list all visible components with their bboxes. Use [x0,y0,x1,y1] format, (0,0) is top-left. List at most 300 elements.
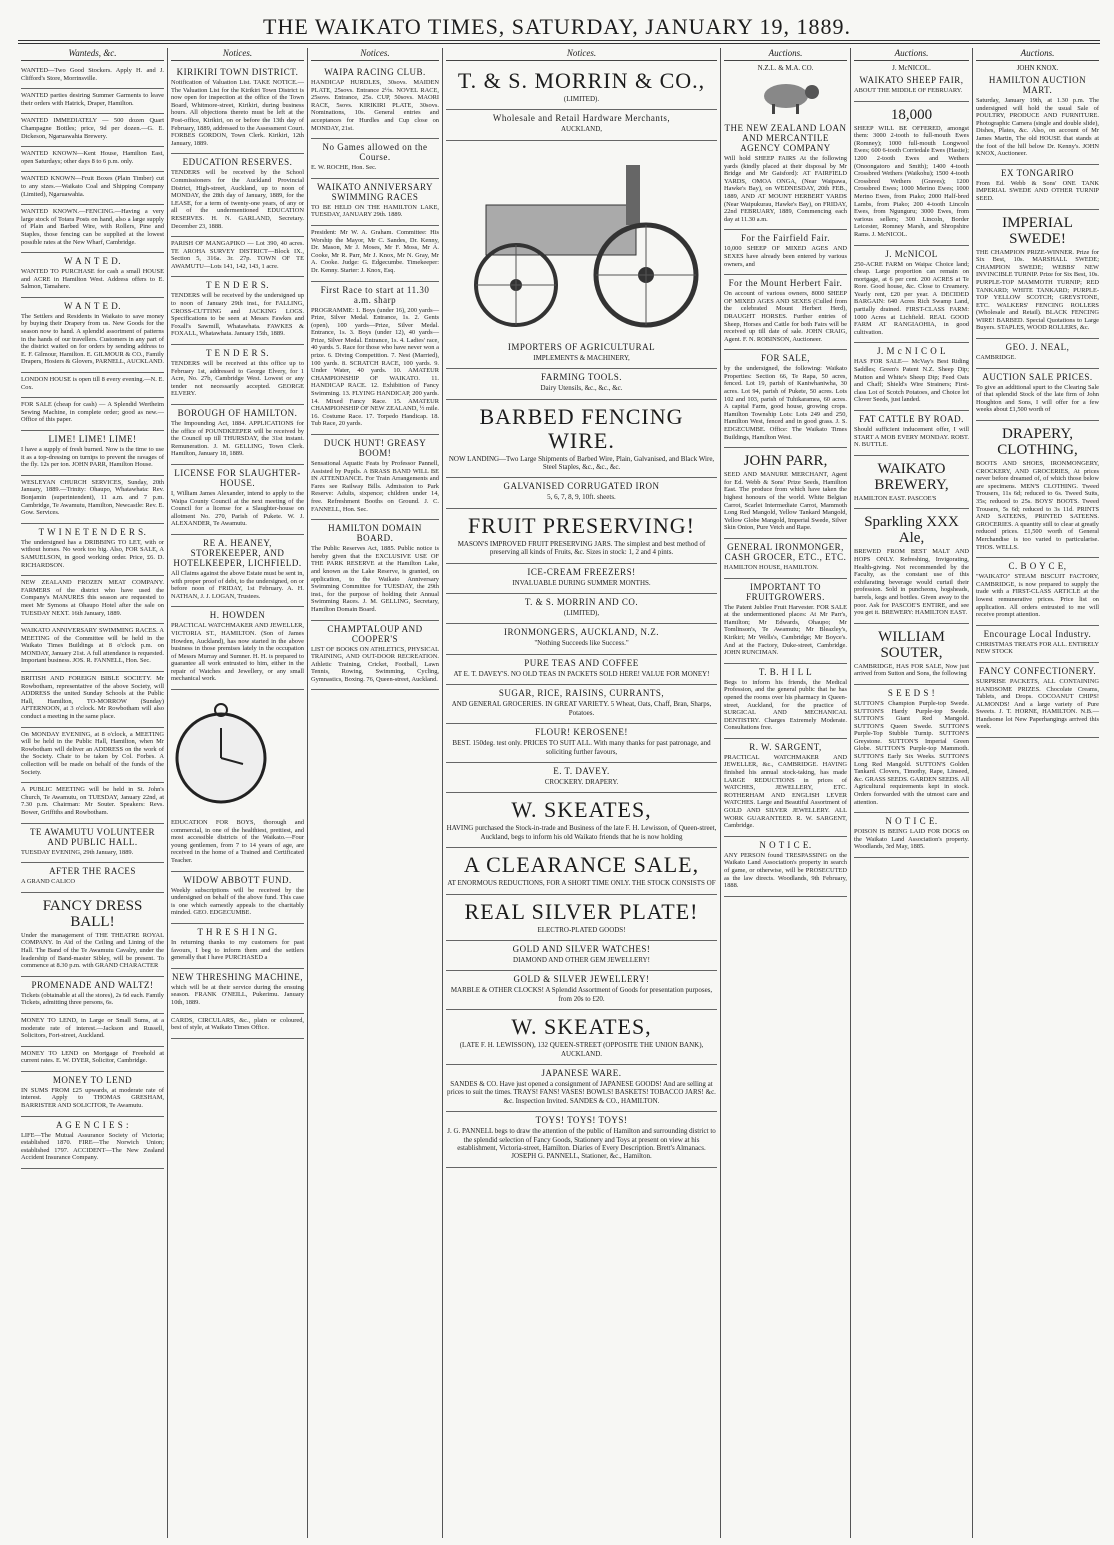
advertisement [171,872,304,924]
ad-body: BREWED FROM BEST MALT AND HOPS ONLY. Refreshing, Invigorating, Health-giving. Not recommended by the Faculty, as the constant use of this exhilarating beverage would curtail their profession. Sold in puncheons, hogsheads, barrels, kegs and bottles. Given away to the poor. Ask for PASCOE'S ENTIRE, and see you get it. BREWERY: HAMILTON EAST. [854,548,969,617]
ad-body: NOW LANDING—Two Large Shipments of Barbed Wire, Plain, Galvanised, and Black Wire, Steel Staples, &c., &c., &c. [448,454,715,472]
advertisement [21,1072,164,1117]
ad-body: Dairy Utensils, &c., &c., &c. [540,384,623,393]
advertisement [724,230,847,275]
advertisement [724,350,847,448]
advertisement [446,509,717,564]
ad-title: J. M c N I C O L [877,346,946,357]
ad-body: which will be at their service during the ensuing season. FRANK O'NEILL, Pukerimu. January 10th, 1889. [171,983,304,1006]
advertisement [21,114,164,147]
ad-body: PARISH OF MANGAPIKO — Lot 390, 40 acres. TE AROHA SURVEY DISTRICT—Block IX., Section 5, 316a. 3r. 27p. TOWN OF TE AWAMUTU—Lots 141, 142, 143, 1 acre. [171,240,304,270]
ad-body: WANTED TO PURCHASE for cash a small HOUSE and ACRE in Hamilton West. Address offers to E. Salmon, Tamahere. [21,268,164,291]
advertisement [21,172,164,205]
ad-body: WANTED KNOWN.—FENCING.—Having a very large stock of Totara Posts on hand, also a large supply of Plain and Barbed Wire, with Rollers, Pine and Staples, those fencing can be supplied at the lowest possible rates at the New Wharf, Cambridge. [21,208,164,246]
ad-title: C. B O Y C E, [1008,561,1067,572]
advertisement [171,969,304,1014]
advertisement [21,1014,164,1047]
ad-body: Weekly subscriptions will be received by the undersigned on behalf of the above fund. This case is one which earnestly appeals to the charitably minded. GEO. EDGECUMBE. [171,886,304,917]
ad-title: AFTER THE RACES [49,866,136,877]
ad-body: (LIMITED), [563,609,600,618]
ad-body: 250-ACRE FARM on Waipa: Choice land; cheap. Large proportion can remain on mortgage, at 6 per cent. 200 ACRES at Te Rore. Good house, &c. Close to Creamery. Yearly rent, £20 per year. A DECIDED BARGAIN: 640 Acres Rich Swamp Land, partially drained. FIRST-CLASS FARM: 1000 Acres at Lichfield. REAL GOOD FARM AT RANGIAOHIA, in good cultivation. [854,260,969,336]
ad-body: (LIMITED). [563,95,600,103]
ad-title: EDUCATION RESERVES. [182,157,293,168]
ad-title: PROMENADE AND WALTZ! [31,979,154,990]
ad-body: Tickets (obtainable at all the stores), 2s 6d each. Family Tickets, admitting three persons, 6s. [21,991,164,1007]
advertisement [976,626,1099,663]
ad-title: IRONMONGERS, AUCKLAND, N.Z. [503,627,659,638]
ad-body: WAIKATO ANNIVERSARY SWIMMING RACES. A MEETING of the Committee will be held in the Waikato Times Buildings at 8 o'clock p.m. on MONDAY, January 21st. A full attendance is requested. Important business. JOS. R. FANNELL, Hon. Sec. [21,627,164,665]
advertisement [976,210,1099,340]
ad-title: WAIPA RACING CLUB. [324,67,426,77]
advertisement [21,253,164,298]
ad-body: I have a supply of fresh burned. Now is the time to use it as a top-dressing on turnips to prevent the ravages of the fly. 12s per ton. JOHN PARR, Hamilton House. [21,446,164,469]
advertisement [446,941,717,971]
ad-title: No Games allowed on the Course. [322,142,428,163]
sheep-illustration [724,74,847,118]
advertisement [724,837,847,897]
masthead-rule-top [18,40,1100,41]
advertisement [171,816,304,872]
advertisement [21,64,164,89]
advertisement [446,594,717,624]
advertisement [311,435,439,520]
ad-body: MASON'S IMPROVED FRUIT PRESERVING JARS. The simplest and best method of preserving all kinds of Fruits, &c. Sizes in stock: 1, 2 and 4 pints. [457,539,706,557]
ad-body: All Claims against the above Estate must be sent in, with proper proof of debt, to the undersigned, on or before noon of FRIDAY, 1st February. A. H. NATHAN, J. J. LOGAN, Trustees. [171,569,304,600]
ad-title: TOYS! TOYS! TOYS! [535,1115,628,1126]
ad-body: SEED AND MANURE MERCHANT, Agent for Ed. Webb & Sons' Prize Seeds, Hamilton East. The produce from which have taken the highest honours of the world. White Belgian Carrot, Scarlet Intermediate Carrot, Mammoth Long Red Mangold, Yellow Tankard Mangold, Yellow Globe Mangold, Imperial Swede, Silver Skin Onion, Pure Vetch and Rape. [724,471,847,532]
ad-title: FANCY DRESS BALL! [42,897,143,930]
advertisement [446,724,717,763]
advertisement [21,672,164,728]
advertisement [21,576,164,624]
ad-body: AT E. T. DAVEY'S. NO OLD TEAS IN PACKETS SOLD HERE! VALUE FOR MONEY! [453,669,710,678]
ad-title: NEW THRESHING MACHINE, [172,971,303,982]
ad-title: CHAMPTALOUP AND COOPER'S [327,623,423,644]
ad-body: INVALUABLE DURING SUMMER MONTHS. [512,578,651,587]
ad-title: FRUIT PRESERVING! [468,512,695,538]
column-header: Notices. [311,48,439,61]
ad-body: The Settlers and Residents in Waikato to save money by buying their Drapery from us. New Goods for the season now to hand. A splendid assortment of patterns in the hands of our travellers. Customers in any part of the district waited on for orders by sending address to E. F. Gilmour, Hamilton. E. GILMOUR & CO., Family Drapers, Hosiers & Glovers, PARNELL, AUCKLAND. [21,312,165,366]
ad-body: The Impounding Act, 1884. APPLICATIONS for the office of POUNDKEEPER will be received by the Council up till THURSDAY, the 31st instant. Remuneration. J. M. GELLING, Town Clerk. Hamilton, January 18, 1889. [171,420,304,458]
advertisement [171,924,304,969]
ad-title: Encourage Local Industry. [983,628,1092,639]
ad-body: SUTTON'S Champion Purple-top Swede. SUTTON'S Hardy Purple-top Swede. SUTTON'S Giant Red Mangold. SUTTON'S Queen Swede. SUTTON'S Purple-Top Stubble Turnip. SUTTON'S Greystone. SUTTON'S Imperial Green Globe. SUTTON'S Purple-top Mammoth. SUTTON'S Early Six Weeks. SUTTON'S Long Red Mangold. SUTTON'S Golden Tankard. Clovers, Timothy, Rape, Linseed, &c. GRASS SEEDS. GARDEN SEEDS. All Agricultural requirements kept in stock. Orders forwarded with the utmost care and attention. [854,699,969,806]
ad-title: RE A. HEANEY, STOREKEEPER, AND HOTELKEEPER, LICHFIELD. [173,537,302,568]
ad-title: W A N T E D. [63,300,121,311]
ad-body: LIFE—The Mutual Assurance Society of Victoria; established 1870. FIRE—The Norwich Union; established 1797. ACCIDENT—The New Zealand Accident Insurance Company. [21,1131,164,1162]
advertisement [446,1010,717,1065]
ad-stack [976,72,1099,738]
ad-body: IN SUMS FROM £25 upwards, at moderate rate of interest. Apply to THOMAS GRESHAM, BARRISTER AND SOLICITOR, Te Awamutu. [21,1086,164,1110]
advertisement [171,607,304,690]
sub-header: N.Z.L. & M.A. CO. [757,64,814,72]
advertisement [21,977,164,1014]
ad-body: J. G. PANNELL begs to draw the attention of the public of Hamilton and surrounding district to the splendid selection of Fancy Goods, Stationery and Toys at present on view at his establishment, Victoria-street, Hamilton. Diaries of Every Description. Brett's Almanacs. JOSEPH G. PANNELL, Stationer, &c., Hamilton. [447,1127,716,1161]
ad-body: MONEY TO LEND, in Large or Small Sums, at a moderate rate of interest.—Jackson and Russell, Solicitors, Fort-street, Auckland. [21,1016,164,1040]
ad-title: WAIKATO BREWERY, [874,460,949,493]
ad-body: (LATE F. H. LEWISSON), 132 QUEEN-STREET (OPPOSITE THE UNION BANK), AUCKLAND. [459,1041,704,1058]
advertisement [21,1117,164,1169]
advertisement [854,411,969,456]
ad-body: HAMILTON HOUSE, HAMILTON. [724,563,819,571]
ad-body: TENDERS will be received by the undersigned up to noon of January 29th inst., for FALLING, CROSS-CUTTING and JACKING LOGS. Specifications to be seen at Messrs Fawkes and Foxall's Sawmill, Whatawhata. FAWKES & FOXALL, Whatawhata. January 15th, 1889. [171,292,304,338]
advertisement [724,664,847,739]
ad-title: TE AWAMUTU VOLUNTEER AND PUBLIC HALL. [29,826,156,847]
ad-body: BEST. 150deg. test only. PRICES TO SUIT ALL. With many thanks for past patronage, and soliciting further favours, [452,739,711,756]
ad-body: CARDS, CIRCULARS, &c., plain or coloured, best of style, at Waikato Times Office. [171,1016,304,1032]
advertisement [21,893,164,977]
ad-body: TUESDAY EVENING, 29th January, 1889. [21,848,134,856]
ad-title: J. McNICOL [885,248,938,259]
advertisement [171,1014,304,1039]
advertisement [446,763,717,793]
advertisement [724,539,847,579]
ad-title: BARBED FENCING WIRE. [479,403,684,453]
ad-title: W. SKEATES, [511,797,652,823]
ad-body: Saturday, January 19th, at 1.30 p.m. The undersigned will hold the usual Sale of POULTRY, PRODUCE AND FURNITURE. Photographic Camera (single and double slide), Dishes, Plates, &c. Also, on account of Mr James Martin, The old HOUSE that stands at the foot of the hill below Dr. Kenny's. JOHN KNOX, Auctioneer. [976,97,1099,158]
ad-stack [724,120,847,897]
advertisement [854,343,969,411]
column-wanteds [18,48,168,1538]
ad-title: T E N D E R S. [205,348,270,359]
ad-body: From Ed. Webb & Sons' ONE TANK IMPERIAL SWEDE AND OTHER TURNIP SEED. [976,179,1099,202]
ad-body: CAMBRIDGE, HAS FOR SALE, Now just arrived from Sutton and Sons, the following [854,662,969,678]
ad-body: WANTED parties desiring Summer Garments to leave their orders with Hatrick, Draper, Hamilton. [21,92,164,107]
advertisement [21,783,164,823]
ad-body: WANTED KNOWN—Kent House, Hamilton East, open Saturdays; other days 8 to 6 p.m. only. [21,150,164,165]
ad-title: IMPORTERS OF AGRICULTURAL [507,341,656,352]
ad-body: HAS FOR SALE— McVay's Best Riding Saddles; Green's Patent N.Z. Sheep Dip; Mutton and White's Sheep Dip; Feed Oats and Chaff; Shield's Wire Strainers; First-class Lot of Scotch Potatoes, and Choice lot Clover Seeds, just landed. [854,358,969,404]
advertisement [171,64,304,154]
advertisement [976,663,1099,738]
advertisement [171,465,304,535]
ad-body: DIAMOND AND OTHER GEM JEWELLERY! [513,955,650,964]
ad-title: DUCK HUNT! GREASY BOOM! [323,438,427,458]
column-header: Auctions. [976,48,1099,61]
ad-title: REAL SILVER PLATE! [464,898,699,924]
masthead-rule-bottom [18,43,1100,44]
ad-title: A G E N C I E S : [55,1119,129,1130]
advertisement [724,120,847,230]
advertisement [976,165,1099,210]
column-notices-1 [168,48,308,1538]
advertisement [171,345,304,405]
ad-title: T E N D E R S. [205,280,270,291]
ad-title: JAPANESE WARE. [541,1067,622,1078]
ad-title: GEO. J. NEAL, [1005,342,1070,353]
ad-title: HAMILTON DOMAIN BOARD. [328,523,422,544]
advertisement [854,813,969,858]
advertisement [21,524,164,576]
ad-body: 5, 6, 7, 8, 9, 10ft. sheets. [547,493,616,502]
ad-title: S E E D S ! [887,687,936,698]
ad-body: MONEY TO LEND on Mortgage of Freehold at current rates. E. W. DYER, Solicitor, Cambridge. [21,1049,164,1065]
advertisement [446,1112,717,1168]
ad-title: 18,000 [890,106,933,123]
traction-engine-engraving [446,145,717,335]
ad-body: On MONDAY EVENING, at 8 o'clock, a MEETING will be held in the Public Hall, Hamilton, when Mr Rowbotham will deliver an ADDRESS on the work of the Society. Chair to be taken by Col. Forbes. A collection will be made on behalf of the funds of the Society. [21,730,164,776]
column-header: Wanteds, &c. [21,48,164,61]
ad-title: For the Fairfield Fair. [741,233,830,244]
advertisement [311,179,439,226]
ad-body: LIST OF BOOKS ON ATHLETICS, PHYSICAL TRAINING, AND OUT-DOOR RECREATION. Athletic Training, Cricket, Football, Lawn Tennis, Rowing, Swimming, Cycling, Gymnastics, Boxing. 76, Queen-street, Auckland. [311,645,439,683]
ad-body: FOR SALE (cheap for cash) — A Splendid Wertheim Sewing Machine, in complete order; good as new.—Office of this paper. [21,401,164,424]
ad-body: MARBLE & OTHER CLOCKS! A Splendid Assortment of Goods for presentation purposes, from 20s to £20. [450,986,713,1003]
ad-body: E. W. ROCHE, Hon. Sec. [311,164,377,172]
ad-title: HAMILTON AUCTION MART. [988,75,1087,95]
ad-title: SUGAR, RICE, RAISINS, CURRANTS, [498,688,665,699]
ad-body: A GRAND CALICO [21,878,75,886]
pocket-watch-illustration [171,694,304,812]
advertisement [446,793,717,848]
ad-body: WANTED KNOWN—Fruit Boxes (Plain Timber) cut to any sizes.—Waikato Coal and Shipping Company (Limited), Ngaruawahia. [21,175,164,198]
column-header: Notices. [171,48,304,61]
advertisement [724,448,847,539]
advertisement [171,154,304,237]
ad-body: CHRISTMAS TREATS FOR ALL. ENTIRELY NEW STOCK [976,640,1099,656]
column-notices-2 [308,48,443,1538]
advertisement [976,369,1099,421]
advertisement [171,277,304,345]
ad-body: WANTED—Two Good Stockers. Apply H. and J. Clifford's Store, Morrinsville. [21,67,164,82]
advertisement [976,339,1099,369]
ad-title: E. T. DAVEY. [553,765,610,776]
ad-title: For the Mount Herbert Fair. [728,278,843,289]
ad-title: W. SKEATES, [511,1014,652,1040]
ad-title: W A N T E D. [63,256,121,267]
ad-title: THE NEW ZEALAND LOAN AND MERCANTILE AGENCY COMPANY [724,123,847,153]
advertisement [446,971,717,1010]
ad-body: 10,000 SHEEP OF MIXED AGES AND SEXES have already been entered by various owners, and [724,245,847,268]
ad-title: EX TONGARIRO [1001,167,1074,178]
ad-title: Sparkling XXX Ale, [864,514,959,547]
ad-body: Notification of Valuation List. TAKE NOTICE.—The Valuation List for the Kirikiri Town District is now open for inspection at the office of the Town Board, Whitmore-street, Kirikiri, during business hours. All objections thereto must be left at the Post-office, Kirikiri, on or before the 13th day of February, 1889, addressed to the Assessment Court. FORBES GORDON, Town Clerk. Kirikiri, 12th January, 1889. [171,79,304,147]
ad-body: by the undersigned, the following: Waikato Properties: Section 66, Te Rapa, 50 acres, fenced. Lot 19, parish of Kaniwhaniwha, 30 acres. Lot 94, parish of Pukete, 50 acres. Lots 102 and 103, parish of Tuhikaramea, 60 acres. A capital Farm, good house, growing crops. Hamilton Township Lots: Lots 249 and 250, Hamilton West, fenced and in good grass. J. S. EDGECUMBE. Office: The Waikato Times Buildings, Hamilton West. [724,365,847,441]
ad-body: "Nothing Succeeds like Success." [534,639,629,648]
ad-body: ABOUT THE MIDDLE OF FEBRUARY. [854,87,963,94]
ad-body: PRACTICAL WATCHMAKER AND JEWELLER, VICTORIA ST., HAMILTON. (Son of James Howden, Auckland), has now started in the above business in those premises lately in the occupation of Messrs Murray and Sumner. H. H. is prepared to guarantee all work entrusted to him, either in the repair of Watches and Jewellery, or any small mechanical work. [171,622,304,683]
advertisement [171,405,304,465]
advertisement [446,685,717,724]
ad-title: ICE-CREAM FREEZERS! [527,566,636,577]
ad-body: PROGRAMME: 1. Boys (under 16), 200 yards—Prize, Silver Medal. Entrance, 1s. 2. Gents (open), 100 yards—Prize, Silver Medal. Entrance, 1s. 3. Boys (under 12), 40 yards—Prize, Silver Medal. Entrance, 1s. 4. Ladies' race, 40 yards. 5. Race for those who have never won a prize. 6. Diving Competition. 7. Nest (Married), 100 yards. 8. SCRATCH RACE, 100 yards. 9. Under Water, 40 yards. 10. AMATEUR CHAMPIONSHIP OF WAIKATO. 11. HANDICAP RACE. 12. Exhibition of Fancy Swimming. 13. FLYING HANDICAP, 200 yards. 14. Mixed Fancy Race. 15. AMATEUR CHAMPIONSHIP OF NEW ZEALAND, ½ mile. 16. Costume Race. 17. Torpedo Handicap. 18. Tub Race, 20 yards. [311,306,439,428]
ad-body: PRACTICAL WATCHMAKER AND JEWELLER, &c., CAMBRIDGE. HAVING finished his annual stock-taking, has made LARGE REDUCTIONS in prices of WATCHES, JEWELLERY, ETC. ROTHERHAM AND ENGLISH LEVER WATCHES. Large and Beautiful Assortment of GOLD AND SILVER JEWELLERY. ALL WORK GUARANTEED. R. W. SARGENT, Cambridge. [724,753,847,830]
advertisement [446,369,717,399]
ad-title: LIME! LIME! LIME! [48,434,137,444]
ad-body: WESLEYAN CHURCH SERVICES, Sunday, 20th January, 1889.—Trinity: Ohaupo, Whatawhata: Rev. Bonjamin (superintendent), 11 a.m. and 7 p.m. Cambridge, Te Awamutu, Hamilton, Newcastle: Rev. E. Gow. Services. [21,478,164,517]
ad-title: T. & S. MORRIN & CO., [457,68,706,93]
advertisement [446,1065,717,1112]
advertisement [854,685,969,813]
ad-body: The Patent Jubilee Fruit Harvester. FOR SALE at the undermentioned places: At Mr Parr's, Hamilton; Mr Edwards, Ohaupo; Mr Tomlinson's, Te Awamutu; Mr Bleazley's, Kirikiri; Mr Wells's, Cambridge; Mr Boyce's. And at the Factory, Duke-street, Cambridge. JOHN RUNCIMAN. [724,603,847,657]
ad-body: CAMBRIDGE. [976,354,1016,362]
advertisement [724,739,847,837]
ad-title: JOHN PARR, [743,453,828,470]
ad-stack [446,64,717,1168]
ad-body: I, William James Alexander, intend to apply to the Waipa County Council at the next meeting of the Council for a license for a Slaughter-house on allotment No. 270, Parish of Pukete. W. J. ALEXANDER, Te Awamutu. [171,489,304,528]
ad-title: WAIKATO SHEEP FAIR, [859,75,964,85]
columns [18,48,1102,1538]
ad-body: TENDERS will be received by the School Commissioners for the Auckland Provincial District, High-street, Auckland, up to noon of MONDAY, the 28th day of January, 1889, for the LEASE, for a term of twenty-one years, of any or all of the undermentioned EDUCATION RESERVES. H. N. GARLAND, Secretary. December 23, 1888. [171,169,304,230]
ad-body: HAMILTON EAST. PASCOE'S [854,494,937,502]
advertisement [311,64,439,139]
advertisement [854,509,969,623]
advertisement [446,624,717,654]
ad-title: FLOUR! KEROSENE! [535,727,628,738]
advertisement [854,102,969,246]
ad-stack [854,72,969,858]
ad-body: HAVING purchased the Stock-in-trade and Business of the late F. H. Lewisson, of Queen-street, Auckland, begs to inform his old Waikato friends that he is now holding [446,824,717,841]
column-header: Auctions. [854,48,969,61]
ad-body: The undersigned has a DRIBBING TO LET, with or without horses. No work too big. Also, FOR SALE, A SAMUELSON, in good working order. Price, £6. D. RICHARDSON. [21,538,164,569]
ad-title: AUCTION SALE PRICES. [982,371,1093,382]
ad-body: IMPLEMENTS & MACHINERY, [533,353,630,362]
advertisement [171,237,304,277]
ad-body: Begs to inform his friends, the Medical Profession, and the general public that he has opened the rooms over his pharmacy in Queen-street, Auckland, for the practice of SURGICAL AND MECHANICAL DENTISTRY. Charges Extremely Moderate. Consultations free. [724,678,847,732]
ad-body: ANY PERSON found TRESPASSING on the Waikato Land Association's property in search of game, or otherwise, will be PROSECUTED as the law directs. Woodlands, 9th February, 1888. [724,851,847,890]
ad-title: KIRIKIRI TOWN DISTRICT. [176,67,299,77]
advertisement [311,520,439,620]
masthead: THE WAIKATO TIMES, SATURDAY, JANUARY 19, 1889. [263,14,851,39]
advertisement [21,205,164,253]
column-header: Notices. [446,48,717,61]
ad-stack [171,64,304,1039]
ad-title: T. & S. MORRIN AND CO. [524,597,639,608]
advertisement [446,564,717,594]
advertisement [446,400,717,479]
sub-header: J. McNICOL. [892,64,931,72]
ad-title: FAT CATTLE BY ROAD. [859,414,964,424]
advertisement [21,398,164,431]
ad-title: GENERAL IRONMONGER, CASH GROCER, ETC., ETC. [724,541,847,562]
ad-title: WAIKATO ANNIVERSARY SWIMMING RACES [316,181,434,202]
column-auctions-2 [851,48,973,1538]
advertisement [311,621,439,691]
advertisement [21,89,164,114]
ad-body: EDUCATION FOR BOYS, thorough and commercial, in one of the healthiest, prettiest, and most accessible districts of the Waikato.—Four young gentlemen, from 7 to 14 years of age, are received in the home of a Trained and Certificated Teacher. [171,819,304,865]
ad-stack [311,64,439,690]
advertisement [21,863,164,893]
advertisement [21,624,164,672]
ad-title: PURE TEAS AND COFFEE [524,657,639,668]
ad-title: A CLEARANCE SALE, [463,852,700,878]
advertisement [854,72,969,102]
ad-body: WANTED IMMEDIATELY — 500 dozen Quart Champagne Bottles; price, 9d per dozen.—G. E. Dickeson, Ngaruawahia Brewery. [21,117,164,140]
advertisement [311,282,439,436]
advertisement [311,139,439,179]
ad-title: R. W. SARGENT, [749,741,822,752]
ad-body: ELECTRO-PLATED GOODS! [537,925,626,934]
advertisement [21,373,164,398]
advertisement [724,579,847,664]
ad-title: H. HOWDEN [209,610,266,621]
ad-body: In returning thanks to my customers for past favours, I beg to inform them and the settlers generally that I have PURCHASED a [171,939,304,962]
advertisement [446,339,717,369]
ad-body: BOOTS AND SHOES, IRONMONGERY, CROCKERY, AND GROCERIES, At prices never before dreamed of, of which those below are specimens. MEN'S CLOTHING. Tweed Trousers, 11s 6d; reduced to 6s. Tweed Suits, 35s; reduced to 25s. BOYS' BOOTS. Tweed Trousers, 5s 6d; reduced to 3s 11d. PRINTS AND SATEENS, PRINTED SATEENS. GROCERIES. A quantity still to clear at greatly reduced prices. £1,500 worth of General Merchandise is too varied to particularise. THOS. WELLS. [976,460,1099,551]
advertisement [976,72,1099,165]
ad-body: To give an additional spurt to the Clearing Sale of that splendid Stock of the late firm of John Houghton and Sons, I will offer for a few weeks about £1,500 worth of [976,383,1099,414]
ad-title: T W I N E T E N D E R S. [38,526,147,537]
ad-title: GOLD & SILVER JEWELLERY! [513,974,650,985]
ad-body: SANDES & CO. Have just opened a consignment of JAPANESE GOODS! And are selling at prices to suit the times. TRAYS! FANS! VASES! BOWLS! BASKETS! TOBACCO JARS! &c. &c. Inspection Invited. SANDES & CO., HAMILTON. [447,1079,716,1105]
ad-title: DRAPERY, CLOTHING, [997,426,1078,459]
ad-body: On account of various owners, 8000 SHEEP OF MIXED AGES AND SEXES (Culled from the celebrated Mount Herbert Herd), DRAUGHT HORSES. Further entries of Sheep, Horses and Cattle for both Fairs will be received up till date of sale. JOHN CRAIG, Agent. F. N. ROBINSON, Auctioneer. [724,290,847,343]
ad-body: NEW ZEALAND FROZEN MEAT COMPANY. FARMERS of the district who have used the Company's MANURES this season are requested to meet Mr Symons at Ohaupo Hotel after the sale on TUESDAY NEXT. 16th January, 1889. [21,579,164,617]
ad-body: AT ENORMOUS REDUCTIONS, FOR A SHORT TIME ONLY. THE STOCK CONSISTS OF [447,879,716,888]
ad-body: POISON IS BEING LAID FOR DOGS on the Waikato Land Association's property. Woodlands, 3rd May, 1885. [854,828,969,851]
advertisement [21,147,164,172]
ad-body: The Public Reserves Act, 1885. Public notice is hereby given that the EXCLUSIVE USE OF THE PARK RESERVE at the Hamilton Lake, and known as the Lake Reserve, is granted, on application, to the Waikato Anniversary Swimming Committee for TUESDAY, the 29th inst., for the purpose of holding their Annual Swimming Races. J. M. GELLING, Secretary, Hamilton Domain Board. [311,545,439,613]
ad-body: TENDERS will be received at this office up to February 1st, addressed to George Elvery, for 1 Acre, No. 27b, Cambridge West. Lowest or any tender not necessarily accepted. GEORGE ELVERY. [171,360,304,398]
ad-body: TO BE HELD ON THE HAMILTON LAKE, TUESDAY, JANUARY 29th. 1889. [311,203,439,219]
ad-title: IMPERIAL SWEDE! [1002,214,1073,247]
ad-title: GALVANISED CORRUGATED IRON [503,481,660,492]
ad-body: HANDICAP HURDLES, 30sovs. MAIDEN PLATE, 25sovs. Entrance 2½s. NOVEL RACE, 25sovs. Entrance, 25s. CUP, 50sovs. MAORI RACE, 5sovs. KIRIKIRI PLATE, 30sovs. Nominations, 10s. General entries and acceptances for Hurdles and Cup close on MONDAY, 21st. [311,79,439,132]
advertisement [21,476,164,524]
advertisement [446,655,717,685]
advertisement [446,478,717,508]
ad-title: Wholesale and Retail Hardware Merchants, [492,113,671,124]
ad-title: BOROUGH OF HAMILTON. [177,408,298,418]
ad-title: LICENSE FOR SLAUGHTER-HOUSE. [174,467,301,488]
ad-title: FOR SALE, [760,353,810,364]
ad-body: LONDON HOUSE is open till 8 every evening.—N. E. Cox. [21,376,164,391]
advertisement [854,624,969,685]
ad-title: IMPORTANT TO FRUITGROWERS. [746,581,825,602]
ad-title: T. B. H I L L [758,666,813,677]
ad-body: AND GENERAL GROCERIES. IN GREAT VARIETY. 5 Wheat, Oats, Chaff, Bran, Sharps, Potatoes. [451,700,712,717]
ad-body: Will hold SHEEP FAIRS At the following yards (kindly placed at their disposal by Mr Bridge and Mr Gaisford): AT FAIRFIELD YARDS, OMOA ONGA, (Near Waipawa, Hawke's Bay), on WEDNESDAY, 20th FEB., 1889, AND AT MOUNT HERBERT YARDS (Near Waipukurau, Hawke's Bay), on FRIDAY, 22nd FEBRUARY, 1889, Commencing each day at 11.30 a.m. [724,155,847,223]
ad-title: MONEY TO LEND [52,1074,133,1085]
advertisement [446,64,717,110]
column-notices-3 [443,48,721,1538]
advertisement [446,848,717,894]
column-auctions-1 [721,48,851,1538]
ad-body: CROCKERY. DRAPERY. [544,777,619,786]
advertisement [21,728,164,784]
ad-body: Sensational Aquatic Feats by Professor Pannell, Assisted by Pupils. A BRASS BAND WILL BE IN ATTENDANCE. For Train Arrangements and Fares see Railway Bills. Admission to Park Reserve: Adults, sixpence; children under 14, free. Refreshment Booths on Ground. J. C. FANNELL, Hon. Sec. [311,460,439,513]
column-header: Auctions. [724,48,847,61]
ad-title: GOLD AND SILVER WATCHES! [512,943,651,954]
column-auctions-3 [973,48,1102,1538]
sub-header: JOHN KNOX. [1016,64,1059,72]
ad-title: First Race to start at 11.30 a.m. sharp [320,284,430,305]
ad-body: AUCKLAND, [560,125,603,134]
advertisement [446,110,717,140]
ad-body: SURPRISE PACKETS, ALL CONTAINING HANDSOME PRIZES. Chocolate Creams, Tablets, and Drops. COCOANUT CHIPS! ALMONDS! And a large variety of Pure Sweets. J. T. HORNE, HAMILTON. N.B.—Handsome lot New Paperhangings arrived this week. [976,677,1099,731]
advertisement [21,1047,164,1072]
ad-body: A PUBLIC MEETING will be held in St. John's Church, Te Awamutu, on TUESDAY, January 22nd, at 7.30 p.m. Chairman: Mr Souter. Speakers: Revs. Bower, Griffiths and Rowbotham. [21,786,164,816]
ad-title: N O T I C E. [885,816,938,827]
advertisement [171,535,304,607]
ad-body: THE CHAMPION PRIZE-WINNER. Prize for Six Best, 10s. MARSHALL SWEDE; CHAMPION SWEDE; WEBBS' NEW INVINCIBLE TURNIP. Prize for Six Best, 10s. PURPLE-TOP MAMMOTH TURNIP; RED TANKARD; WHITE TANKARD; PURPLE-TOP YELLOW SCOTCH; GREYSTONE, ETC. WALKERS' FENCING ROLLERS (Wholesale and Retail). BLACK FENCING WIRE! BARBED. Special Quotations to Large Buyers. STAPLES, WOOD ROLLERS, &c. [976,248,1099,332]
ad-title: FANCY CONFECTIONERY. [978,665,1097,676]
advertisement [854,246,969,344]
advertisement [21,824,164,864]
ad-body: "WAIKATO" STEAM BISCUIT FACTORY, CAMBRIDGE, is now prepared to supply the trade with a FIRST-CLASS ARTICLE at the lowest remunerative prices. Price list on application. All orders entrusted to me will receive prompt attention. [976,573,1099,619]
ad-title: WIDOW ABBOTT FUND. [183,874,292,885]
ad-title: FARMING TOOLS. [540,372,622,383]
advertisement [976,421,1099,558]
advertisement [21,298,164,373]
advertisement [311,226,439,282]
ad-title: N O T I C E. [759,839,812,850]
ad-body: Under the management of THE THEATRE ROYAL COMPANY. In Aid of the Ceiling and Lining of the Hall. The Band of the Te Awamutu Cavalry, under the leadership of Band-master Sibley, will be present. To commence at 8.30 p.m. with GRAND CHARACTER [21,931,164,970]
ad-body: SHEEP WILL BE OFFERED, amongst them: 3000 2-tooth to full-mouth Ewes (Romney); 1000 full-mouth Longwool Ewes; 600 6-tooth Corriedale Ewes (Hastie); 1200 2-tooth Ewes and Wethers (Onoongatoro and Smith); 1400 4-tooth Crossbred Wethers (Waikohu); 1500 4-tooth Crossbred Wethers (Graves); 1200 Crossbred Ewes; 1000 Merino Ewes; 1000 Merino Ewes, from Piako; 2000 Half-bred Lambs, from Piako; 200 4-tooth Lincoln Ewes, from Ngunguru; 3000 Ewes, from various sellers; 300 Lincoln, Border Leicester, Romney Marsh, and Shropshire Rams. J. McNICOL. [854,124,969,238]
advertisement [446,895,717,941]
ad-body: Should sufficient inducement offer, I will START A MOB EVERY MONDAY. ROBT. N. BUTTLE. [854,426,969,449]
advertisement [724,275,847,350]
